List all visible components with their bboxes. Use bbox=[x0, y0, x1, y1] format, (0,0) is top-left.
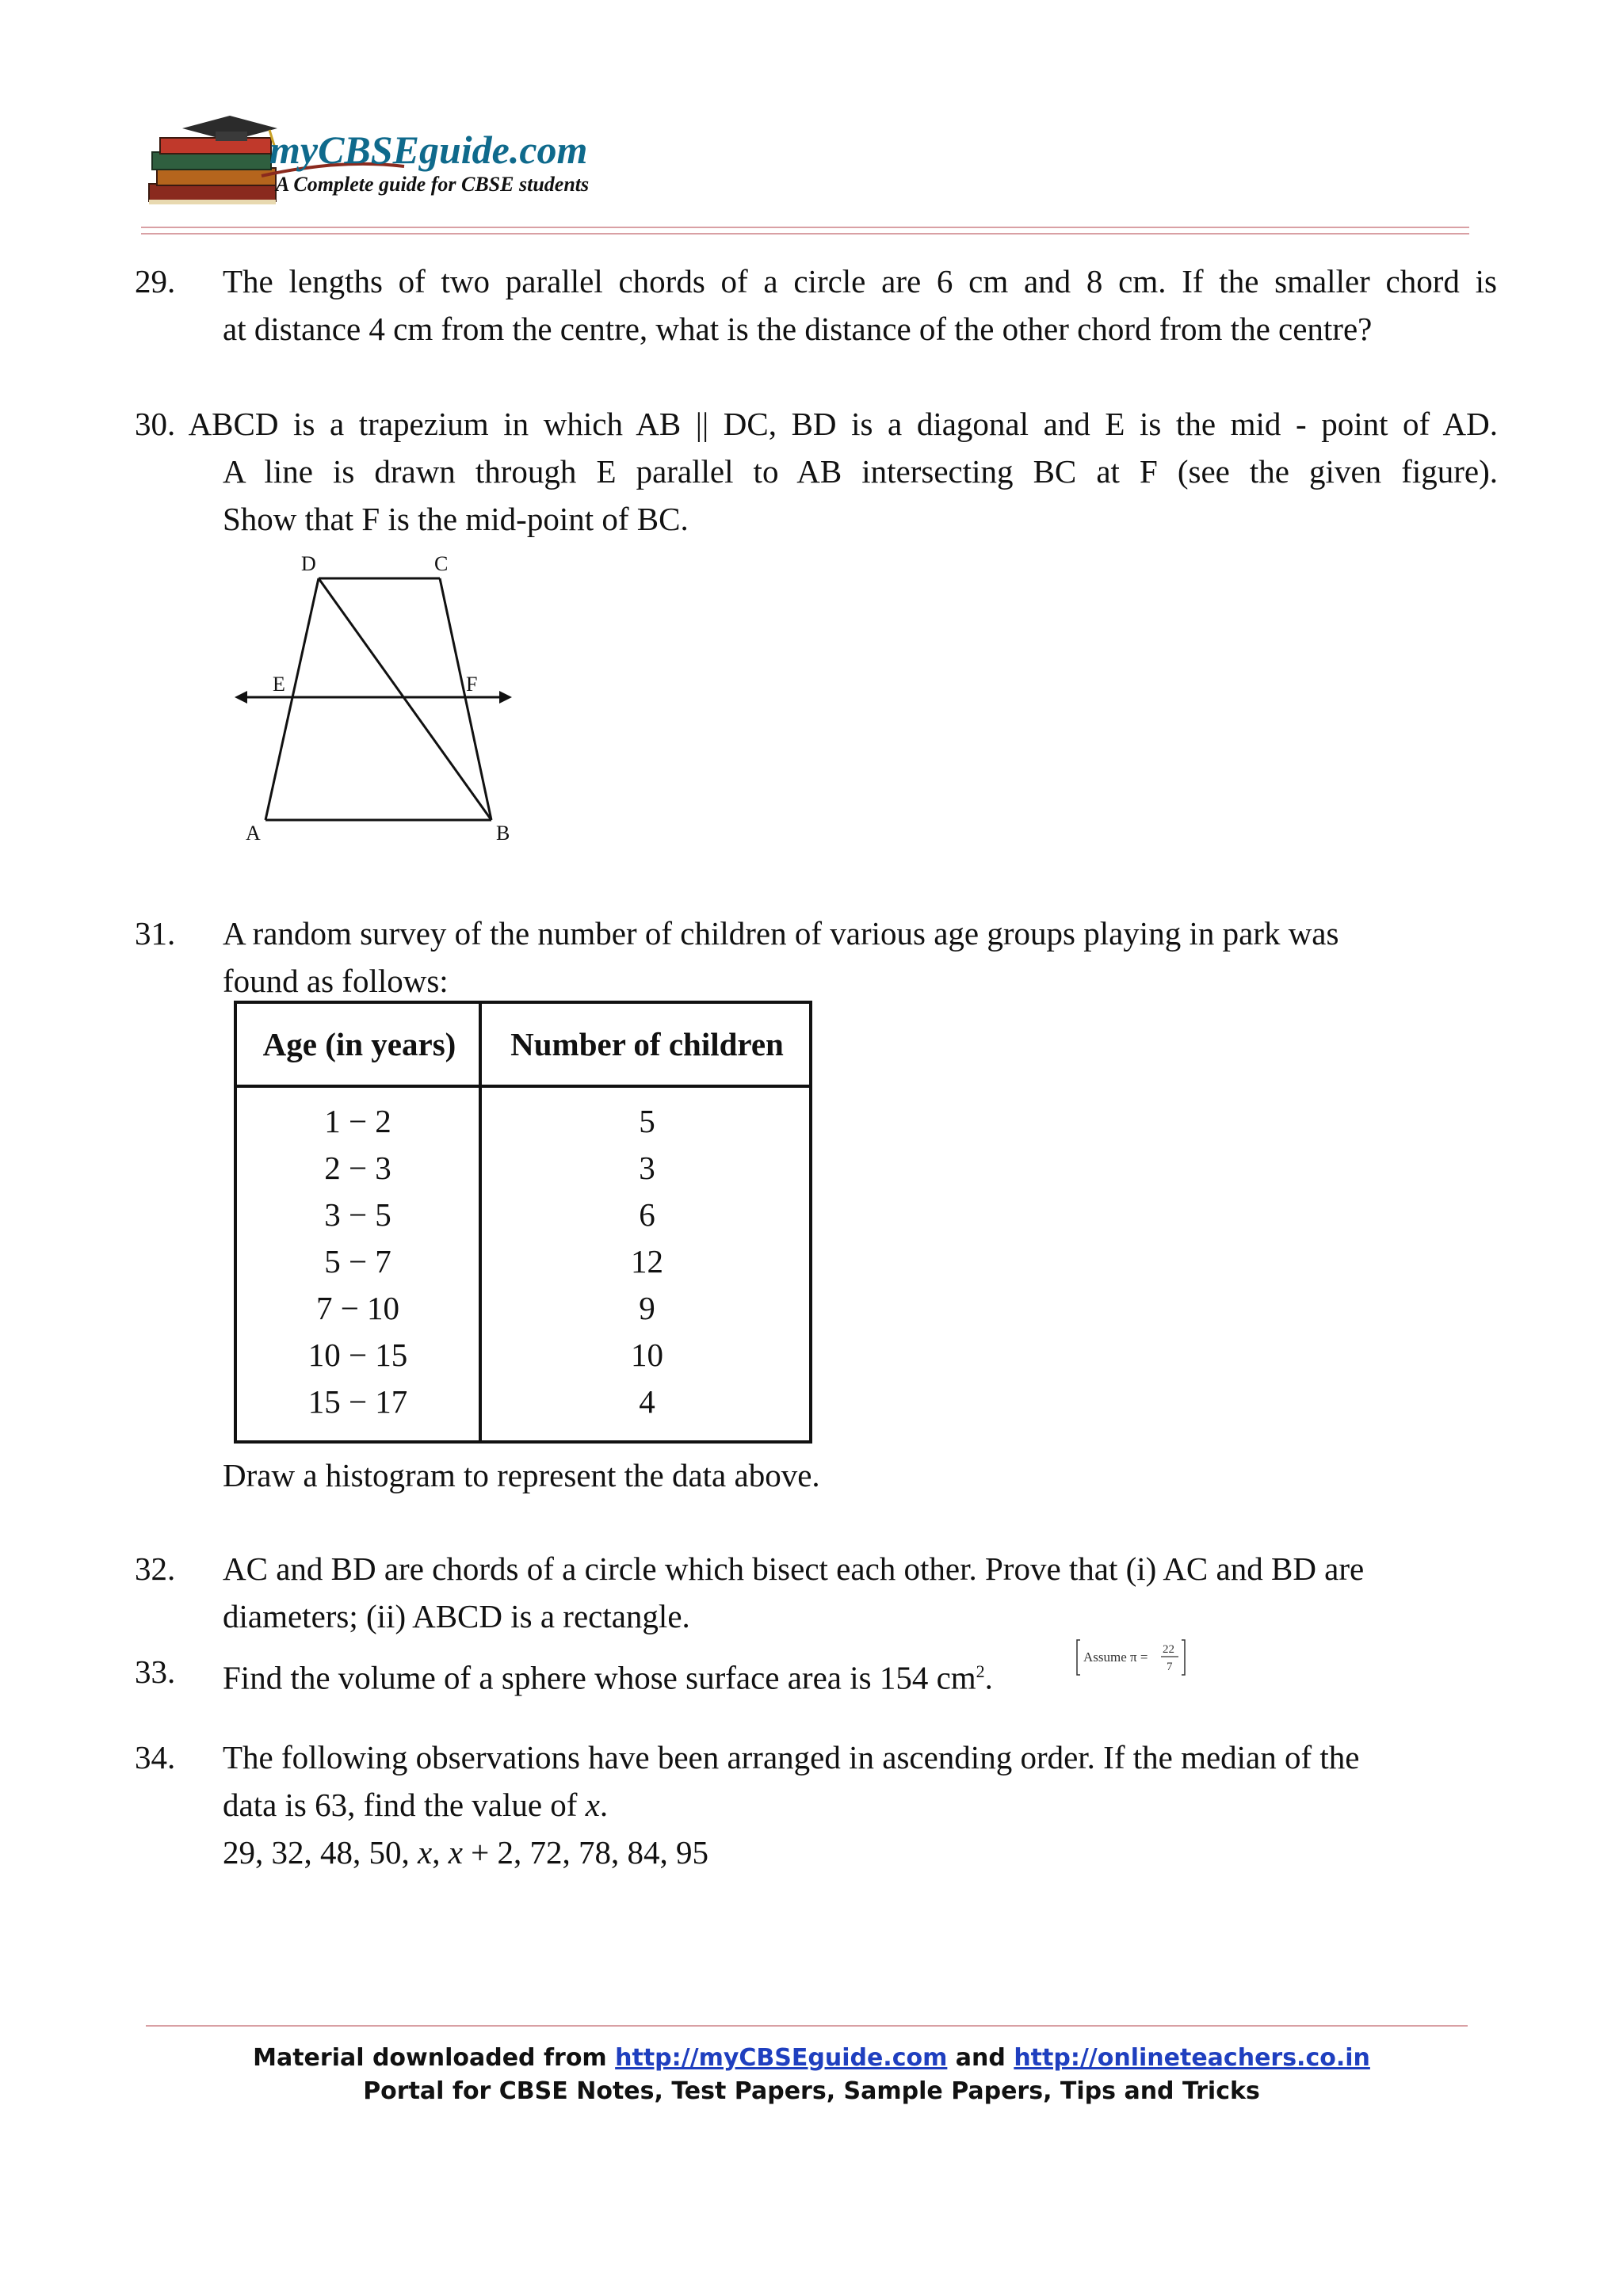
pi-assumption-note bbox=[1075, 1637, 1186, 1678]
question-30-line-3: Show that F is the mid-point of BC. bbox=[223, 501, 689, 537]
table-cell-count: 5 bbox=[639, 1103, 655, 1139]
label-e: E bbox=[273, 673, 285, 696]
arrow-right-icon bbox=[499, 691, 512, 704]
question-number: 33. bbox=[135, 1653, 176, 1690]
header-rule bbox=[141, 227, 1469, 228]
variable-x: x bbox=[448, 1834, 463, 1871]
question-34-line-2-text: data is 63, find the value of bbox=[223, 1787, 586, 1823]
footer-portal-line: Portal for CBSE Notes, Test Papers, Sample Papers, Tips and Tricks bbox=[363, 2077, 1260, 2105]
label-b: B bbox=[496, 822, 510, 845]
observations-separator: , bbox=[432, 1834, 449, 1871]
question-33-main: Find the volume of a sphere whose surface area is 154 cm bbox=[223, 1659, 976, 1696]
footer-link-onlineteachers[interactable]: http://onlineteachers.co.in bbox=[1014, 2044, 1370, 2072]
pi-note-denominator: 7 bbox=[1167, 1661, 1173, 1673]
label-f: F bbox=[466, 673, 478, 696]
table-cell-count: 4 bbox=[639, 1383, 655, 1420]
question-30-line-1-wrap bbox=[135, 400, 1498, 448]
table-header-age: Age (in years) bbox=[237, 1004, 482, 1088]
table-cell-age: 3 − 5 bbox=[324, 1196, 391, 1233]
observations-part-a: 29, 32, 48, 50, bbox=[223, 1834, 418, 1871]
table-cell-age: 15 − 17 bbox=[307, 1383, 408, 1420]
footer-and: and bbox=[947, 2044, 1014, 2072]
footer-rule bbox=[146, 2025, 1468, 2027]
question-33-period: . bbox=[984, 1659, 993, 1696]
question-30-line-1: 30. ABCD is a trapezium in which AB || DC, BD is a diagonal and E is the mid - point of AD. bbox=[135, 406, 1498, 442]
brand-name: myCBSEguide.com bbox=[269, 128, 588, 172]
question-31-line-1: A random survey of the number of children of various age groups playing in park was bbox=[223, 915, 1339, 952]
table-cell-count: 6 bbox=[639, 1196, 655, 1233]
table-cell-count: 9 bbox=[639, 1290, 655, 1326]
brand-tagline: A Complete guide for CBSE students bbox=[276, 173, 590, 196]
table-cell-age: 10 − 15 bbox=[307, 1337, 408, 1373]
question-number: 31. bbox=[135, 915, 176, 952]
question-30-line-2: A line is drawn through E parallel to AB intersecting BC at F (see the given figure). bbox=[223, 453, 1498, 490]
question-34-line-2-end: . bbox=[599, 1787, 609, 1823]
footer-prefix: Material downloaded from bbox=[253, 2044, 616, 2072]
question-31-instruction: Draw a histogram to represent the data above. bbox=[223, 1457, 820, 1493]
age-frequency-table bbox=[234, 1001, 812, 1444]
question-32-line-2: diameters; (ii) ABCD is a rectangle. bbox=[223, 1598, 690, 1634]
pi-note-numerator: 22 bbox=[1163, 1643, 1174, 1656]
question-number: 32. bbox=[135, 1550, 176, 1587]
observations-part-c: + 2, 72, 78, 84, 95 bbox=[462, 1834, 709, 1871]
label-a: A bbox=[246, 822, 261, 845]
question-29-line-1: The lengths of two parallel chords of a circle are 6 cm and 8 cm. If the smaller chord is bbox=[223, 263, 1497, 299]
question-32-line-1: AC and BD are chords of a circle which bisect each other. Prove that (i) AC and BD are bbox=[223, 1550, 1365, 1587]
question-32-text bbox=[223, 1545, 1498, 1640]
table-cell-count: 12 bbox=[631, 1243, 663, 1280]
table-cell-age: 1 − 2 bbox=[324, 1103, 391, 1139]
question-34-text bbox=[223, 1733, 1498, 1876]
label-d: D bbox=[301, 552, 316, 575]
trapezium-figure bbox=[230, 547, 531, 848]
question-number: 29. bbox=[135, 263, 176, 299]
variable-x: x bbox=[585, 1787, 600, 1823]
question-33-exponent: 2 bbox=[976, 1661, 985, 1681]
table-cell-count: 3 bbox=[639, 1150, 655, 1186]
variable-x: x bbox=[418, 1834, 433, 1871]
side-da bbox=[265, 578, 319, 820]
table-cell-age: 7 − 10 bbox=[315, 1290, 400, 1326]
question-29-line-2: at distance 4 cm from the centre, what is the distance of the other chord from the centre? bbox=[223, 311, 1373, 347]
question-29-text bbox=[223, 257, 1497, 353]
table-cell-age: 2 − 3 bbox=[324, 1150, 391, 1186]
footer-link-mycbseguide[interactable]: http://myCBSEguide.com bbox=[615, 2044, 948, 2072]
footer-source-line bbox=[0, 2044, 1623, 2072]
question-33-text bbox=[223, 1648, 993, 1702]
question-number: 34. bbox=[135, 1739, 176, 1775]
question-31-line-2: found as follows: bbox=[223, 963, 449, 999]
table-header-children: Number of children bbox=[482, 1004, 812, 1088]
question-34-observations bbox=[223, 1829, 1498, 1876]
table-cell-count: 10 bbox=[631, 1337, 663, 1373]
header-rule-secondary bbox=[141, 233, 1469, 235]
question-34-line-2 bbox=[223, 1781, 1498, 1829]
arrow-left-icon bbox=[235, 691, 247, 704]
question-31-text bbox=[223, 910, 1498, 1005]
label-c: C bbox=[434, 552, 449, 575]
pi-note-prefix: Assume π = bbox=[1083, 1650, 1148, 1665]
question-30-text bbox=[223, 448, 1498, 543]
table-cell-age: 5 − 7 bbox=[324, 1243, 391, 1280]
question-34-line-1: The following observations have been arranged in ascending order. If the median of the bbox=[223, 1739, 1360, 1775]
